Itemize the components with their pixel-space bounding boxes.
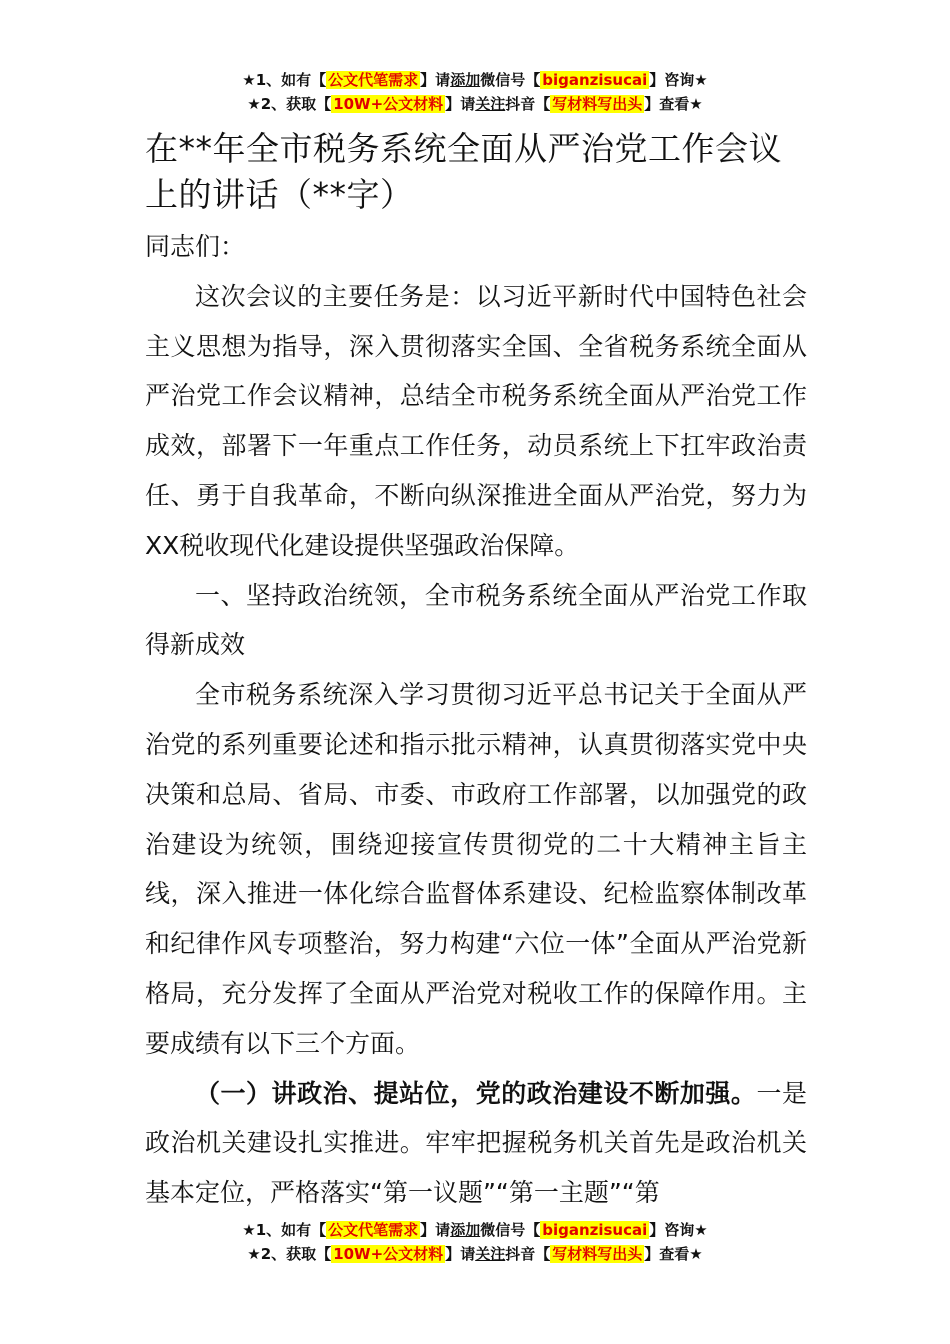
footer-highlight-wechat-id: biganzisucai <box>542 1221 648 1239</box>
subsection-text-1: 一是政治机关建设扎实推进。牢牢把握税务机关首先是政治机关基本定位，严格落实“第一议题”“第一主题”“第 <box>145 1078 807 1208</box>
document-title: 在**年全市税务系统全面从严治党工作会议上的讲话（**字） <box>145 129 782 214</box>
highlight-service: 公文代笔需求 <box>328 71 419 89</box>
salutation: 同志们： <box>145 232 246 261</box>
paragraph-subsection-1 <box>145 1069 807 1218</box>
highlight-wechat-id: biganzisucai <box>542 71 648 89</box>
paragraph-intro: 这次会议的主要任务是：以习近平新时代中国特色社会主义思想为指导，深入贯彻落实全国、全省税务系统全面从严治党工作会议精神，总结全市税务系统全面从严治党工作成效，部署下一年重点工作任务，动员系统上下扛牢政治责任、勇于自我革命，不断向纵深推进全面从严治党，努力为XX税收现代化建设提供坚强政治保障。 <box>145 281 807 560</box>
footer-banner <box>0 1218 950 1266</box>
paragraph-achievements: 全市税务系统深入学习贯彻习近平总书记关于全面从严治党的系列重要论述和指示批示精神，认真贯彻落实党中央决策和总局、省局、市委、市政府工作部署，以加强党的政治建设为统领，围绕迎接宣传贯彻党的二十大精神主旨主线，深入推进一体化综合监督体系建设、纪检监察体制改革和纪律作风专项整治，努力构建“六位一体”全面从严治党新格局，充分发挥了全面从严治党对税收工作的保障作用。主要成绩有以下三个方面。 <box>145 680 807 1058</box>
footer-highlight-douyin-id: 写材料写出头 <box>552 1245 643 1263</box>
banner-line-1: ★1、如有【 公文代笔需求 】请添加微信号【 biganzisucai 】咨询★ <box>242 71 708 89</box>
highlight-douyin-id: 写材料写出头 <box>552 95 643 113</box>
footer-line-2: ★2、获取【 10W+公文材料 】请关注抖音【 写材料写出头 】查看★ <box>247 1245 703 1263</box>
highlight-materials: 10W+公文材料 <box>333 95 444 113</box>
document-body <box>145 126 807 1218</box>
banner-line-2: ★2、获取【 10W+公文材料 】请关注抖音【 写材料写出头 】查看★ <box>247 95 703 113</box>
section-heading-1: 一、坚持政治统领，全市税务系统全面从严治党工作取得新成效 <box>145 580 807 660</box>
footer-highlight-service: 公文代笔需求 <box>328 1221 419 1239</box>
subsection-heading-1: （一）讲政治、提站位，党的政治建设不断加强。 <box>195 1078 757 1108</box>
footer-line-1: ★1、如有【 公文代笔需求 】请添加微信号【 biganzisucai 】咨询★ <box>242 1221 708 1239</box>
header-banner <box>0 68 950 116</box>
footer-highlight-materials: 10W+公文材料 <box>333 1245 444 1263</box>
